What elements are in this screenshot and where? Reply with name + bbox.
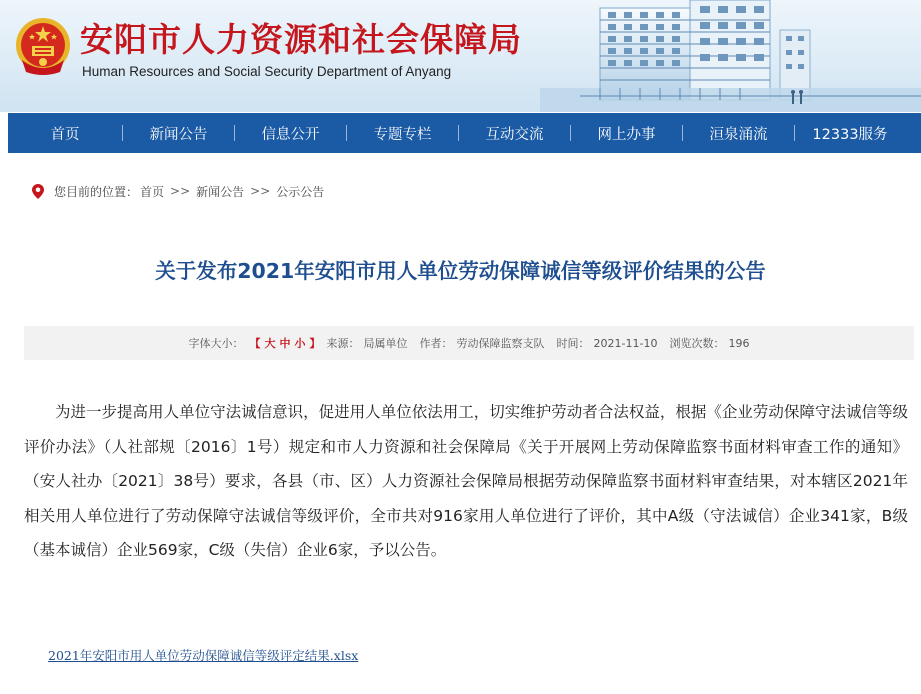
views-value: 196: [728, 336, 750, 350]
breadcrumb-item-announcements[interactable]: 公示公告: [276, 184, 325, 199]
nav-item-special-topics[interactable]: 专题专栏: [373, 126, 432, 143]
article-body: 为进一步提高用人单位守法诚信意识，促进用人单位依法用工，切实维护劳动者合法权益，根据《企业劳动保障守法诚信等级评价办法》（人社部规〔2016〕1号）规定和市人力资源和社会保障局《关于开展网上劳动保障监察书面材料审查工作的通知》（安人社办〔2021〕38号）要求，各县（市、区）人力资源社会保障局根据劳动保障监察书面材料审查结果，对本辖区2021年相关用人单位进行了劳动保障守法诚信等级评价，全市共对916家用人单位进行了评价，其中A级（守法诚信）企业341家，B级（基本诚信）企业569家，C级（失信）企业6家，予以公告。: [24, 403, 908, 559]
location-pin-icon: [32, 184, 44, 199]
source-value: 局属单位: [363, 337, 408, 350]
main-nav: [8, 113, 921, 153]
source-label: 来源：: [326, 337, 360, 350]
font-size-label: 字体大小：: [188, 337, 244, 350]
views-label: 浏览次数：: [669, 337, 725, 350]
breadcrumb-separator: >>: [250, 184, 271, 198]
site-header: [0, 0, 921, 112]
article-meta: [24, 326, 914, 360]
font-size-medium-button[interactable]: 中: [279, 337, 291, 350]
breadcrumb-separator: >>: [170, 184, 191, 198]
nav-item-huanquan[interactable]: 洹泉涌流: [709, 126, 768, 143]
font-size-large-button[interactable]: 大: [264, 337, 276, 350]
nav-item-12333[interactable]: 12333服务: [812, 126, 888, 143]
breadcrumb: [32, 183, 326, 199]
attachment-link[interactable]: 2021年安阳市用人单位劳动保障诚信等级评定结果.xlsx: [48, 648, 359, 663]
font-size-bracket-open: 【: [249, 337, 261, 350]
nav-item-online-services[interactable]: 网上办事: [597, 126, 656, 143]
national-emblem-icon: [12, 16, 74, 78]
font-size-small-button[interactable]: 小: [294, 337, 306, 350]
time-label: 时间：: [556, 337, 590, 350]
time-value: 2021-11-10: [593, 336, 658, 350]
breadcrumb-item-news[interactable]: 新闻公告: [196, 184, 245, 199]
font-size-bracket-close: 】: [309, 337, 321, 350]
breadcrumb-item-home[interactable]: 首页: [140, 184, 165, 199]
site-title: 安阳市人力资源和社会保障局: [80, 20, 522, 59]
nav-item-news[interactable]: 新闻公告: [149, 126, 208, 143]
font-size-switcher: [248, 335, 323, 351]
nav-item-home[interactable]: 首页: [50, 126, 80, 143]
nav-item-info-disclosure[interactable]: 信息公开: [261, 126, 320, 143]
author-label: 作者：: [419, 337, 453, 350]
site-subtitle: Human Resources and Social Security Department of Anyang: [82, 64, 452, 79]
nav-item-interaction[interactable]: 互动交流: [485, 126, 544, 143]
author-value: 劳动保障监察支队: [456, 337, 545, 350]
building-illustration: [540, 0, 921, 112]
breadcrumb-prefix: 您目前的位置：: [54, 184, 139, 199]
article-title: 关于发布2021年安阳市用人单位劳动保障诚信等级评价结果的公告: [155, 259, 766, 283]
